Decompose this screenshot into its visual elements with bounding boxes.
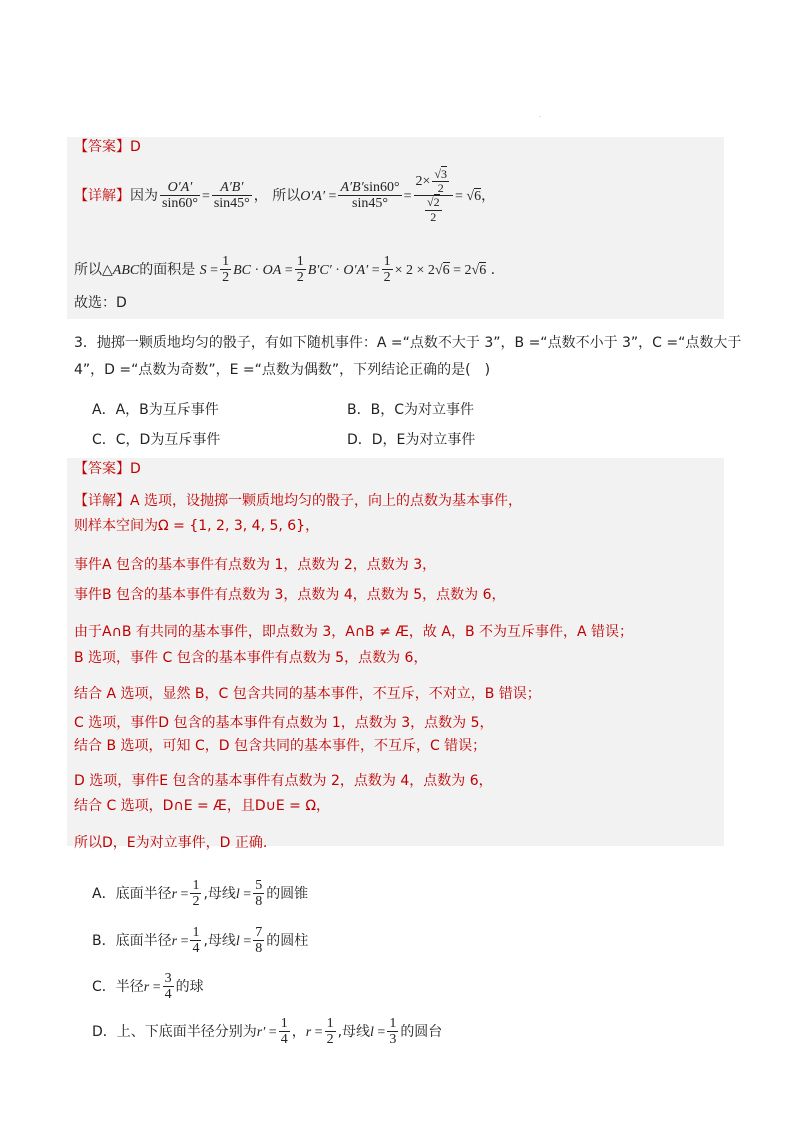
q3-detail-line8: 结合 B 选项，可知 C，D 包含共同的基本事件，不互斥，C 错误； — [74, 738, 487, 754]
q3-stem-line2: 4”，D =“点数为奇数”，E =“点数为偶数”，下列结论正确的是( ) — [74, 362, 491, 378]
q3-detail-line2: 事件A 包含的基本事件有点数为 1，点数为 2，点数为 3， — [74, 557, 437, 573]
q2-detail-line: 【详解】因为 $\frac{O'A'}{\sin 60^\circ}$ = $\frac{A'B'}{\sin 45^\circ}$ ， 所以O′A′ = $\frac{A'B'\sin 60^\circ}{\sin 45^\circ}$ = 2× $\frac{√3}{2}$ $\frac{√2}{2}$ = √6， — [74, 167, 496, 224]
answer-value: D — [130, 139, 141, 155]
q3-option-a: A．A，B为互斥事件 — [92, 402, 219, 418]
q3-detail-line9: D 选项，事件E 包含的基本事件有点数为 2，点数为 4，点数为 6， — [74, 773, 493, 789]
detail-tag: 【详解】 — [74, 187, 130, 204]
answer-panel-q2 — [67, 137, 724, 319]
q3-option-b: B．B，C为对立事件 — [347, 402, 474, 418]
so-text: 所以 — [272, 187, 301, 204]
q4-option-d: D．上、下底面半径分别为r′ = $\frac{1}{4}$ ，r = $\frac{1}{2}$ ,母线l = $\frac{1}{3}$ 的圆台 — [92, 1016, 443, 1048]
q3-option-c: C．C，D为互斥事件 — [92, 432, 221, 448]
q2-conclusion: 故选：D — [74, 295, 127, 311]
because-text: 因为 — [130, 187, 158, 204]
q3-detail-line6: 结合 A 选项，显然 B，C 包含共同的基本事件，不互斥，不对立，B 错误； — [74, 686, 541, 702]
q3-detail-line7: C 选项，事件D 包含的基本事件有点数为 1，点数为 3，点数为 5， — [74, 715, 494, 731]
answer-tag: 【答案】 — [74, 461, 130, 477]
q2-area-line: 所以△ABC的面积是 S = $\frac{1}{2}$ BC · OA = $\frac{1}{2}$ B′C′ · O′A′ = $\frac{1}{2}$ × 2 × 2√6 = 2√6 . — [74, 254, 496, 286]
q3-detail-line0: 【详解】A 选项，设抛掷一颗质地均匀的骰子，向上的点数为基本事件， — [74, 493, 523, 509]
q3-detail-line4: 由于A∩B 有共同的基本事件，即点数为 3，A∩B ≠ Æ，故 A，B 不为互斥事件，A 错误； — [74, 624, 634, 640]
q3-detail-line1: 则样本空间为Ω = {1, 2, 3, 4, 5, 6}， — [74, 518, 320, 534]
q4-option-c: C．半径r = $\frac{3}{4}$ 的球 — [92, 971, 204, 1003]
nested-fraction: 2× $\frac{√3}{2}$ $\frac{√2}{2}$ — [414, 168, 454, 224]
oa-formula: $\frac{A'B'\sin 60^\circ}{\sin 45^\circ}$ — [340, 179, 400, 212]
answer-tag: 【答案】 — [74, 139, 130, 155]
triangle-abc: △ABC — [102, 262, 140, 278]
q3-stem-line1: 3．抛掷一颗质地均匀的骰子，有如下随机事件：A =“点数不大于 3”，B =“点数不小于 3”，C =“点数大于 — [74, 335, 742, 351]
q2-answer-line — [74, 137, 141, 157]
answer-value: D — [130, 461, 141, 477]
q3-option-d: D．D，E为对立事件 — [347, 432, 476, 448]
q3-detail-line11: 所以D，E为对立事件，D 正确. — [74, 835, 268, 851]
detail-tag: 【详解】 — [74, 493, 130, 509]
q3-detail-line5: B 选项，事件 C 包含的基本事件有点数为 5，点数为 6， — [74, 650, 428, 666]
q3-detail-line10: 结合 C 选项，D∩E = Æ，且D∪E = Ω， — [74, 798, 331, 814]
ratio-formula: $\frac{O'A'}{\sin 60^\circ}$ — [162, 179, 198, 212]
q3-detail-line3: 事件B 包含的基本事件有点数为 3，点数为 4，点数为 5，点数为 6， — [74, 587, 506, 603]
q3-answer-line — [74, 459, 141, 479]
q4-option-b: B．底面半径r = $\frac{1}{4}$ ,母线l = $\frac{7}{8}$ 的圆柱 — [92, 925, 309, 957]
stray-dot: . — [539, 112, 541, 119]
q4-option-a: A．底面半径r = $\frac{1}{2}$ ,母线l = $\frac{5}{8}$ 的圆锥 — [92, 878, 309, 910]
